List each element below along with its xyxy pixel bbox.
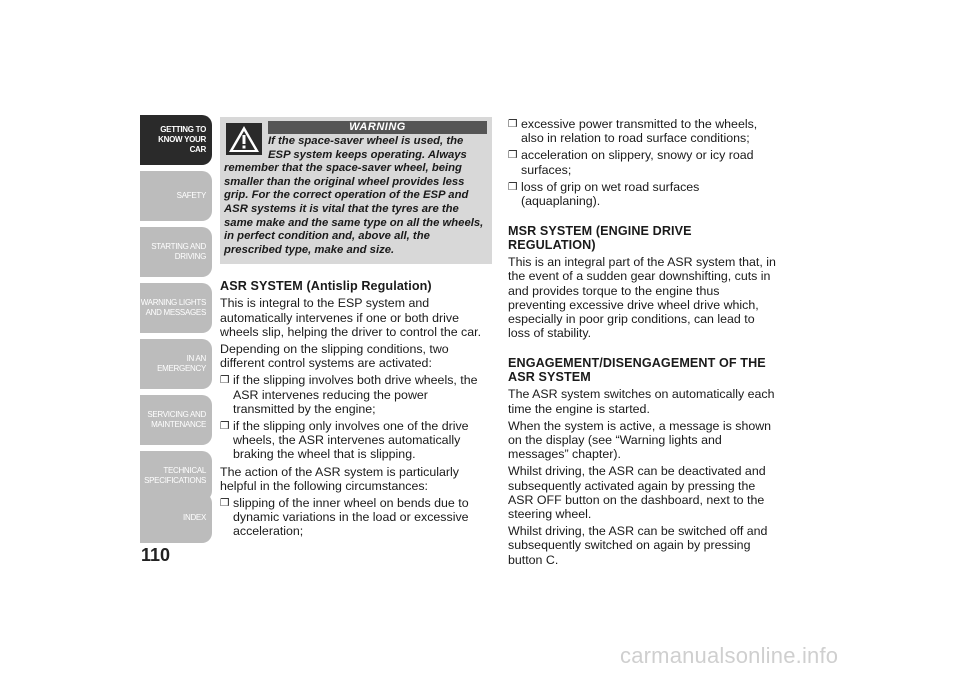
list-item: ❒ loss of grip on wet road surfaces (aquaplaning). bbox=[508, 180, 780, 208]
warning-title: WARNING bbox=[268, 121, 487, 134]
engagement-paragraph-3: Whilst driving, the ASR can be deactivated and subsequently activated again by pressing the ASR OFF button on the dashboard, next to the steering wheel. bbox=[508, 464, 766, 522]
list-item: ❒ slipping of the inner wheel on bends due to dynamic variations in the load or excessive acceleration; bbox=[220, 496, 492, 539]
tab-index[interactable]: INDEX bbox=[140, 493, 212, 543]
right-column bbox=[508, 117, 780, 570]
list-item: ❒ acceleration on slippery, snowy or icy road surfaces; bbox=[508, 148, 780, 176]
list-item: ❒ if the slipping involves both drive wheels, the ASR intervenes reducing the power transmitted by the engine; bbox=[220, 373, 492, 416]
engagement-paragraph-1: The ASR system switches on automatically each time the engine is started. bbox=[508, 387, 775, 416]
engagement-heading: ENGAGEMENT/DISENGAGEMENT OF THE ASR SYSTEM bbox=[508, 356, 766, 385]
tab-technical-specifications[interactable]: TECHNICAL SPECIFICATIONS bbox=[140, 451, 212, 501]
asr-circumstances-list bbox=[220, 496, 492, 539]
asr-circumstances-list-cont bbox=[508, 117, 780, 208]
asr-paragraph-3: The action of the ASR system is particularly helpful in the following circumstances: bbox=[220, 464, 459, 493]
tab-warning-lights[interactable]: WARNING LIGHTS AND MESSAGES bbox=[140, 283, 212, 333]
list-item: ❒ if the slipping only involves one of the drive wheels, the ASR intervenes automatically braking the wheel that is slipping. bbox=[220, 419, 492, 462]
msr-paragraph: This is an integral part of the ASR system that, in the event of a sudden gear downshifting, cuts in and provides torque to the engine thus preventing excessive drive wheel drive which, especially in poor grip conditions, can lead to loss of stability. bbox=[508, 255, 776, 341]
page-number: 110 bbox=[141, 545, 171, 565]
tab-safety[interactable]: SAFETY bbox=[140, 171, 212, 221]
msr-heading: MSR SYSTEM (ENGINE DRIVE REGULATION) bbox=[508, 224, 692, 253]
warning-box bbox=[220, 117, 492, 264]
list-item: ❒ excessive power transmitted to the wheels, also in relation to road surface conditions; bbox=[508, 117, 780, 145]
watermark: carmanualsonline.info bbox=[620, 643, 839, 668]
left-column bbox=[220, 117, 492, 542]
engagement-paragraph-4: Whilst driving, the ASR can be switched off and subsequently switched on again by pressing button C. bbox=[508, 524, 768, 567]
warning-triangle-icon bbox=[226, 123, 262, 155]
tab-servicing[interactable]: SERVICING AND MAINTENANCE bbox=[140, 395, 212, 445]
tab-in-an-emergency[interactable]: IN AN EMERGENCY bbox=[140, 339, 212, 389]
asr-paragraph-1: This is integral to the ESP system and automatically intervenes if one or both drive wheels slip, helping the driver to control the car. bbox=[220, 296, 482, 339]
engagement-paragraph-2: When the system is active, a message is shown on the display (see “Warning lights and messages” chapter). bbox=[508, 418, 772, 462]
asr-heading: ASR SYSTEM (Antislip Regulation) bbox=[220, 279, 432, 294]
asr-control-list bbox=[220, 373, 492, 461]
warning-text: If the space-saver wheel is used, the ESP system keeps operating. Always remember that the space-saver wheel, being smaller than the original wheel provides less grip. For the correct operation of the ESP and ASR systems it is vital that the tyres are the same make and the same type on all the wheels, in perfect condition and, above all, the prescribed type, make and size. bbox=[224, 135, 484, 256]
tab-starting-and-driving[interactable]: STARTING AND DRIVING bbox=[140, 227, 212, 277]
asr-paragraph-2: Depending on the slipping conditions, two different control systems are activated: bbox=[220, 341, 449, 371]
tab-getting-to-know-your-car[interactable]: GETTING TO KNOW YOUR CAR bbox=[140, 115, 212, 165]
